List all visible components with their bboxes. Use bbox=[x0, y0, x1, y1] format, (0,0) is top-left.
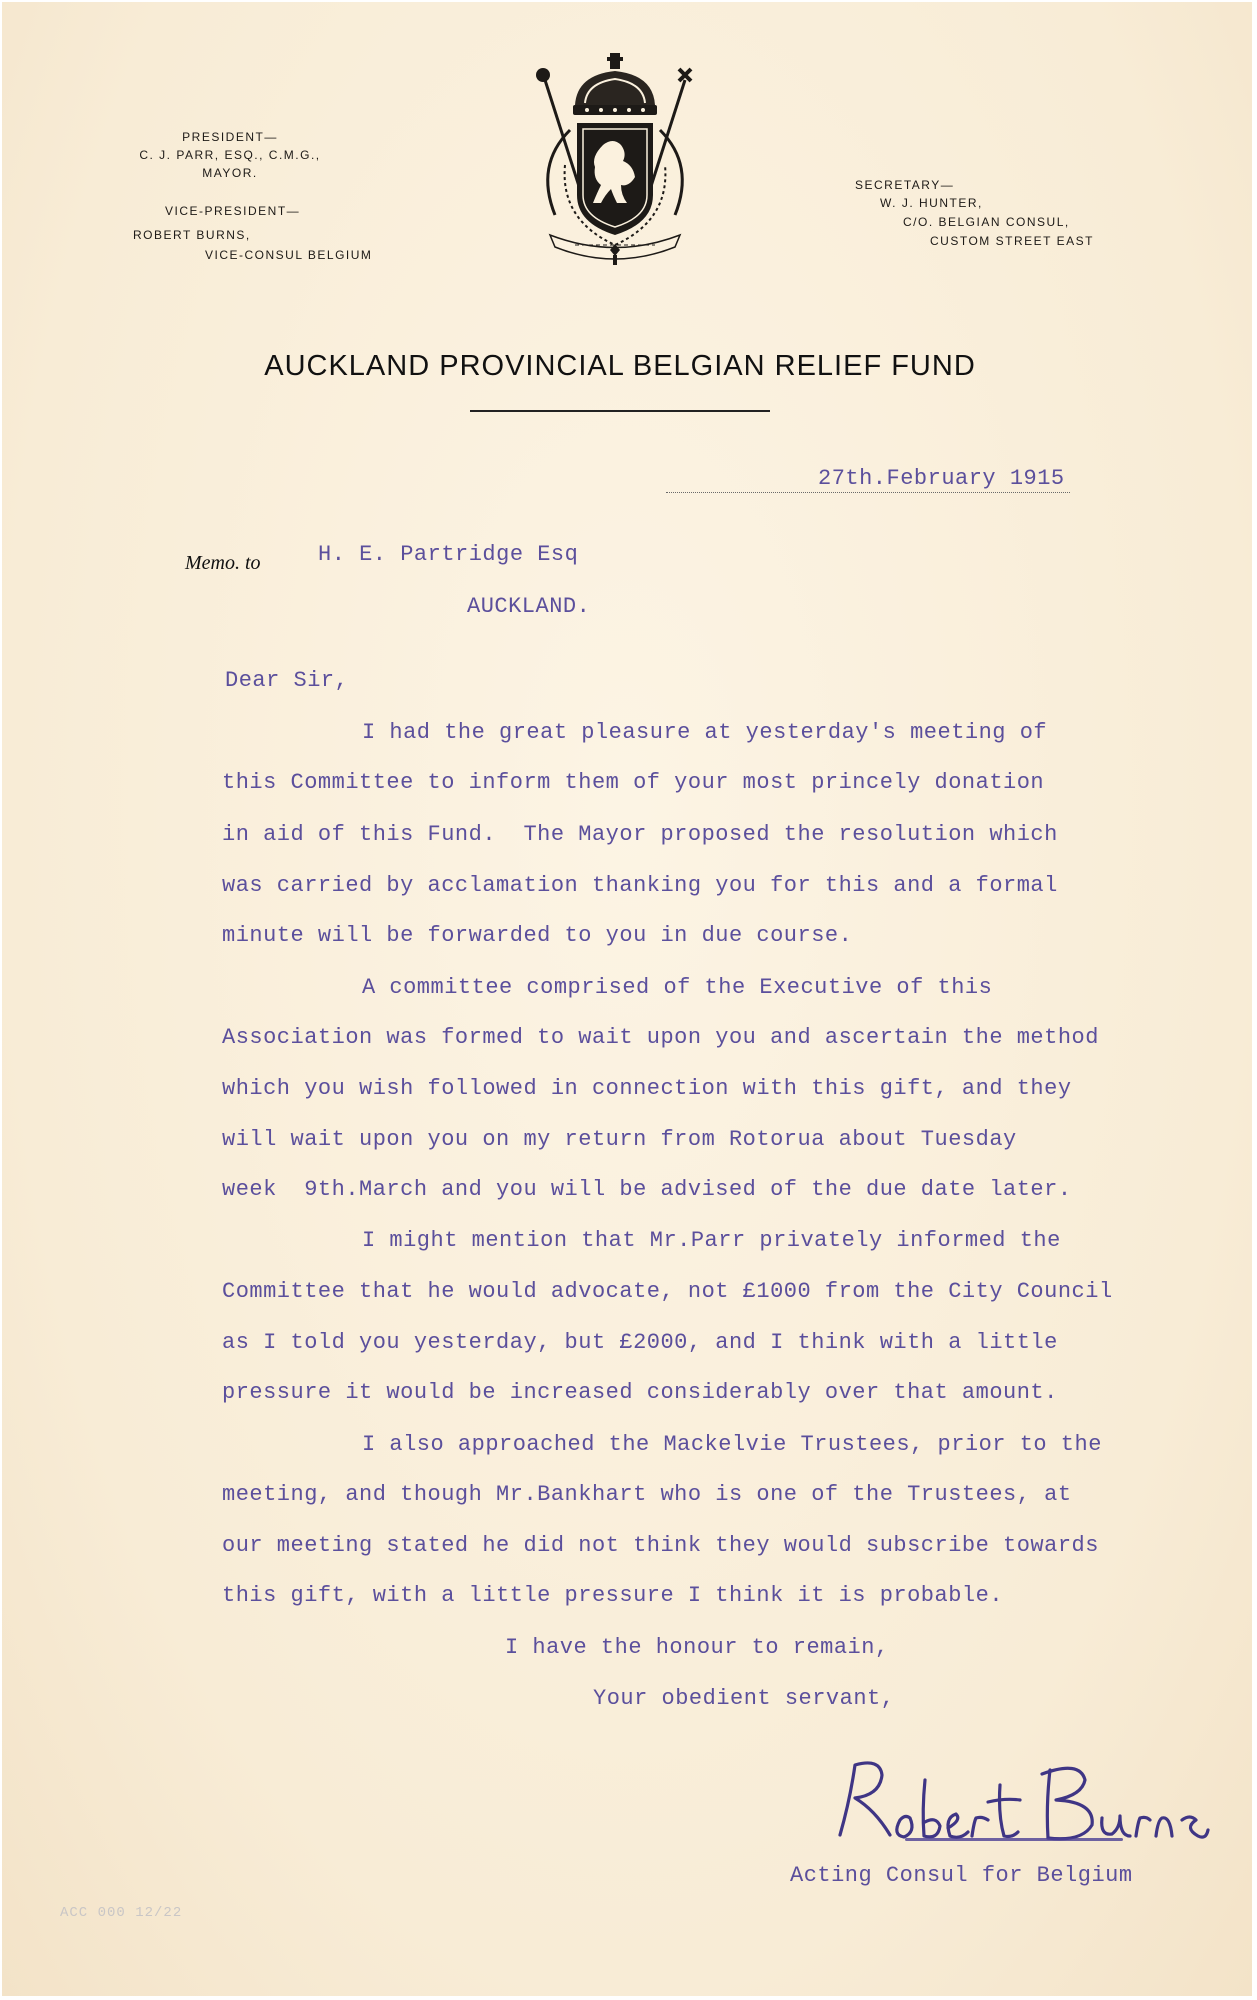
salutation: Dear Sir, bbox=[225, 668, 349, 693]
memo-recipient: H. E. Partridge Esq bbox=[318, 542, 579, 567]
vice-president-title: VICE-PRESIDENT— bbox=[165, 204, 301, 218]
body-line: this gift, with a little pressure I think it is probable. bbox=[222, 1583, 1004, 1608]
secretary-title: SECRETARY— bbox=[855, 178, 955, 192]
body-line: as I told you yesterday, but £2000, and I think with a little bbox=[222, 1330, 1058, 1355]
body-line: Association was formed to wait upon you and ascertain the method bbox=[222, 1025, 1099, 1050]
body-line: this Committee to inform them of your most princely donation bbox=[222, 770, 1045, 795]
secretary-name: W. J. HUNTER, bbox=[880, 196, 983, 210]
president-name: C. J. PARR, ESQ., C.M.G., bbox=[139, 148, 321, 162]
memo-city: AUCKLAND. bbox=[467, 594, 591, 619]
body-line: week 9th.March and you will be advised of the due date later. bbox=[222, 1177, 1072, 1202]
body-line: A committee comprised of the Executive of this bbox=[362, 975, 993, 1000]
body-line: I might mention that Mr.Parr privately informed the bbox=[362, 1228, 1061, 1253]
signer-title: Acting Consul for Belgium bbox=[790, 1863, 1133, 1888]
body-line: our meeting stated he did not think they would subscribe towards bbox=[222, 1533, 1099, 1558]
body-line: will wait upon you on my return from Rotorua about Tuesday bbox=[222, 1127, 1017, 1152]
body-line: minute will be forwarded to you in due course. bbox=[222, 923, 853, 948]
body-line: I had the great pleasure at yesterday's meeting of bbox=[362, 720, 1048, 745]
signature-underline bbox=[905, 1838, 1123, 1841]
body-line: I also approached the Mackelvie Trustees, prior to the bbox=[362, 1432, 1102, 1457]
president-title: PRESIDENT— bbox=[182, 130, 278, 144]
closing-line-1: I have the honour to remain, bbox=[505, 1635, 889, 1660]
body-line: Committee that he would advocate, not £1000 from the City Council bbox=[222, 1279, 1113, 1304]
archive-stamp: ACC 000 12/22 bbox=[60, 1905, 183, 1921]
vice-president-name: ROBERT BURNS, bbox=[133, 228, 251, 242]
secretary-address-1: C/O. BELGIAN CONSUL, bbox=[903, 215, 1070, 229]
coat-of-arms-icon bbox=[515, 45, 715, 280]
memo-label: Memo. to bbox=[185, 552, 261, 574]
body-line: was carried by acclamation thanking you for this and a formal bbox=[222, 873, 1058, 898]
body-line: pressure it would be increased considerably over that amount. bbox=[222, 1380, 1058, 1405]
handwritten-signature bbox=[820, 1740, 1210, 1860]
secretary-address-2: CUSTOM STREET EAST bbox=[930, 234, 1094, 248]
president-block bbox=[130, 128, 330, 182]
letter-date: 27th.February 1915 bbox=[818, 466, 1065, 491]
body-line: meeting, and though Mr.Bankhart who is one of the Trustees, at bbox=[222, 1482, 1072, 1507]
organization-title: AUCKLAND PROVINCIAL BELGIAN RELIEF FUND bbox=[264, 350, 976, 382]
title-divider bbox=[470, 410, 770, 412]
body-line: in aid of this Fund. The Mayor proposed the resolution which bbox=[222, 822, 1058, 847]
closing-line-2: Your obedient servant, bbox=[593, 1686, 895, 1711]
president-role: MAYOR. bbox=[202, 166, 258, 180]
date-underline bbox=[666, 492, 1070, 493]
body-line: which you wish followed in connection with this gift, and they bbox=[222, 1076, 1072, 1101]
vice-president-role: VICE-CONSUL BELGIUM bbox=[205, 248, 373, 262]
